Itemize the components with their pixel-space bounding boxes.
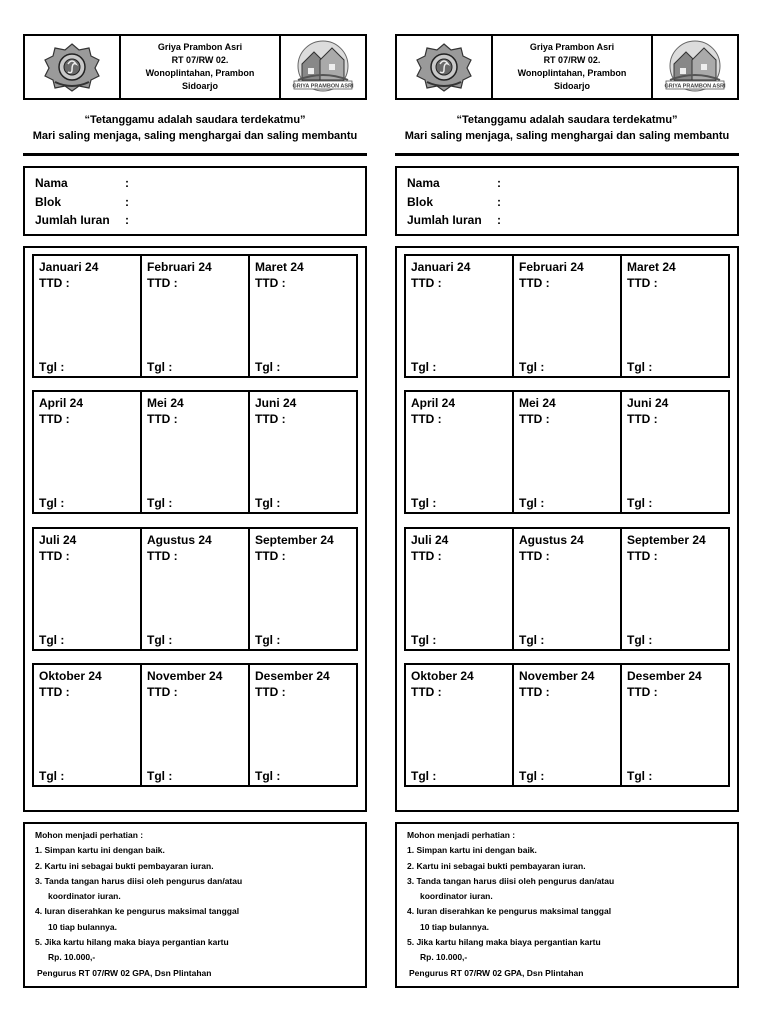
housing-logo-icon	[292, 40, 354, 94]
card-header	[23, 34, 367, 100]
month-name: Maret 24	[627, 260, 676, 274]
jumlah-colon: :	[497, 213, 501, 228]
nama-colon: :	[497, 176, 501, 191]
monthly-payment-grid	[23, 246, 367, 812]
note-item-5: 5. Jika kartu hilang maka biaya pergantian kartu	[407, 937, 601, 948]
month-name: November 24	[519, 669, 595, 683]
month-cell	[406, 256, 514, 376]
month-cell	[34, 256, 142, 376]
notes-footer: Pengurus RT 07/RW 02 GPA, Dsn Plintahan	[409, 967, 584, 978]
note-item-1: 1. Simpan kartu ini dengan baik.	[407, 845, 537, 856]
signature-label: TTD :	[147, 276, 178, 290]
org-rt-rw: RT 07/RW 02.	[171, 55, 229, 65]
notes-title: Mohon menjadi perhatian :	[407, 830, 516, 840]
month-cell	[622, 256, 728, 376]
org-rt-rw: RT 07/RW 02.	[543, 55, 601, 65]
date-label: Tgl :	[627, 769, 653, 783]
month-name: Maret 24	[255, 260, 304, 274]
signature-label: TTD :	[627, 549, 658, 563]
date-label: Tgl :	[255, 769, 281, 783]
housing-logo-text: GRIYA PRAMBON ASRI	[664, 83, 726, 90]
emblem-logo-cell	[25, 36, 121, 98]
signature-label: TTD :	[39, 412, 70, 426]
card-header	[395, 34, 739, 100]
info-row-blok	[407, 193, 727, 212]
monthly-payment-grid	[395, 246, 739, 812]
signature-label: TTD :	[519, 685, 550, 699]
divider	[23, 153, 367, 156]
month-cell	[622, 665, 728, 785]
date-label: Tgl :	[627, 496, 653, 510]
month-cell	[406, 392, 514, 512]
jumlah-colon: :	[125, 213, 129, 228]
month-name: Agustus 24	[519, 533, 584, 547]
quarter-group	[32, 390, 358, 514]
date-label: Tgl :	[519, 496, 545, 510]
dues-card-right	[395, 34, 739, 988]
jumlah-iuran-label: Jumlah Iuran	[35, 213, 110, 228]
nama-colon: :	[125, 176, 129, 191]
member-info-box	[395, 166, 739, 236]
month-cell	[250, 392, 356, 512]
month-cell	[142, 392, 250, 512]
date-label: Tgl :	[147, 360, 173, 374]
signature-label: TTD :	[39, 685, 70, 699]
note-item-2: 2. Kartu ini sebagai bukti pembayaran iuran.	[35, 860, 214, 871]
note-item-4: 4. Iuran diserahkan ke pengurus maksimal tanggal	[35, 906, 240, 917]
month-name: Oktober 24	[411, 669, 474, 683]
month-name: Juli 24	[39, 533, 77, 547]
nama-label: Nama	[407, 176, 440, 191]
note-item-1: 1. Simpan kartu ini dengan baik.	[35, 845, 165, 856]
month-name: Desember 24	[627, 669, 702, 683]
org-name: Griya Prambon Asri	[157, 42, 243, 52]
motto-line-2: Mari saling menjaga, saling menghargai dan saling membantu	[404, 130, 730, 142]
signature-label: TTD :	[39, 276, 70, 290]
note-item-4: 4. Iuran diserahkan ke pengurus maksimal tanggal	[407, 906, 612, 917]
quarter-group	[32, 663, 358, 787]
month-cell	[406, 529, 514, 649]
date-label: Tgl :	[519, 360, 545, 374]
note-item-4-cont: 10 tiap bulannya.	[48, 921, 117, 932]
month-cell	[250, 665, 356, 785]
housing-logo-cell	[279, 36, 365, 98]
housing-logo-text: GRIYA PRAMBON ASRI	[292, 83, 354, 90]
date-label: Tgl :	[519, 633, 545, 647]
motto	[23, 112, 367, 144]
date-label: Tgl :	[39, 360, 65, 374]
divider	[395, 153, 739, 156]
note-item-3-cont: koordinator iuran.	[48, 891, 121, 902]
month-name: Mei 24	[519, 396, 556, 410]
info-row-jumlah	[407, 211, 727, 230]
notes-box	[23, 822, 367, 988]
org-title	[493, 36, 651, 98]
signature-label: TTD :	[255, 412, 286, 426]
quarter-group	[404, 254, 730, 378]
month-cell	[514, 256, 622, 376]
regency-emblem-icon	[413, 42, 475, 92]
quarter-group	[32, 527, 358, 651]
signature-label: TTD :	[411, 685, 442, 699]
month-name: April 24	[39, 396, 84, 410]
month-cell	[34, 392, 142, 512]
month-name: September 24	[627, 533, 706, 547]
note-item-4-cont: 10 tiap bulannya.	[420, 921, 489, 932]
month-cell	[34, 529, 142, 649]
date-label: Tgl :	[627, 633, 653, 647]
signature-label: TTD :	[39, 549, 70, 563]
info-row-nama	[35, 174, 355, 193]
date-label: Tgl :	[255, 496, 281, 510]
notes-footer: Pengurus RT 07/RW 02 GPA, Dsn Plintahan	[37, 967, 212, 978]
note-item-3: 3. Tanda tangan harus diisi oleh pengurus dan/atau	[35, 875, 243, 886]
month-cell	[142, 665, 250, 785]
month-cell	[622, 392, 728, 512]
month-cell	[622, 529, 728, 649]
jumlah-iuran-label: Jumlah Iuran	[407, 213, 482, 228]
month-cell	[514, 529, 622, 649]
signature-label: TTD :	[255, 276, 286, 290]
signature-label: TTD :	[627, 685, 658, 699]
regency-emblem-icon	[41, 42, 103, 92]
month-cell	[34, 665, 142, 785]
signature-label: TTD :	[519, 412, 550, 426]
month-name: November 24	[147, 669, 223, 683]
month-name: April 24	[411, 396, 456, 410]
month-name: Juli 24	[411, 533, 449, 547]
note-item-5-cont: Rp. 10.000,-	[48, 952, 96, 963]
info-row-blok	[35, 193, 355, 212]
date-label: Tgl :	[627, 360, 653, 374]
signature-label: TTD :	[147, 412, 178, 426]
org-title	[121, 36, 279, 98]
month-name: Agustus 24	[147, 533, 212, 547]
date-label: Tgl :	[147, 633, 173, 647]
signature-label: TTD :	[519, 549, 550, 563]
date-label: Tgl :	[39, 769, 65, 783]
signature-label: TTD :	[147, 685, 178, 699]
month-cell	[142, 529, 250, 649]
month-name: Februari 24	[147, 260, 212, 274]
quarter-group	[404, 663, 730, 787]
note-item-3-cont: koordinator iuran.	[420, 891, 493, 902]
month-name: Januari 24	[411, 260, 471, 274]
member-info-box	[23, 166, 367, 236]
date-label: Tgl :	[519, 769, 545, 783]
note-item-2: 2. Kartu ini sebagai bukti pembayaran iuran.	[407, 860, 586, 871]
date-label: Tgl :	[39, 496, 65, 510]
notes-title: Mohon menjadi perhatian :	[35, 830, 144, 840]
org-name: Griya Prambon Asri	[529, 42, 615, 52]
notes-box	[395, 822, 739, 988]
date-label: Tgl :	[255, 633, 281, 647]
note-item-5-cont: Rp. 10.000,-	[420, 952, 468, 963]
org-area: Wonoplintahan, Prambon	[145, 68, 255, 78]
signature-label: TTD :	[627, 276, 658, 290]
motto-line-1: “Tetanggamu adalah saudara terdekatmu”	[84, 114, 306, 126]
quarter-group	[404, 390, 730, 514]
signature-label: TTD :	[255, 685, 286, 699]
month-cell	[406, 665, 514, 785]
blok-colon: :	[497, 194, 501, 209]
signature-label: TTD :	[411, 549, 442, 563]
date-label: Tgl :	[147, 496, 173, 510]
note-item-3: 3. Tanda tangan harus diisi oleh pengurus dan/atau	[407, 875, 615, 886]
signature-label: TTD :	[411, 276, 442, 290]
motto	[395, 112, 739, 144]
month-cell	[142, 256, 250, 376]
info-row-jumlah	[35, 211, 355, 230]
note-item-5: 5. Jika kartu hilang maka biaya pergantian kartu	[35, 937, 229, 948]
month-name: Oktober 24	[39, 669, 102, 683]
date-label: Tgl :	[411, 496, 437, 510]
date-label: Tgl :	[255, 360, 281, 374]
info-row-nama	[407, 174, 727, 193]
month-cell	[250, 256, 356, 376]
signature-label: TTD :	[411, 412, 442, 426]
month-cell	[250, 529, 356, 649]
signature-label: TTD :	[147, 549, 178, 563]
month-name: Februari 24	[519, 260, 584, 274]
quarter-group	[32, 254, 358, 378]
org-city: Sidoarjo	[181, 81, 218, 91]
date-label: Tgl :	[39, 633, 65, 647]
date-label: Tgl :	[411, 769, 437, 783]
date-label: Tgl :	[147, 769, 173, 783]
quarter-group	[404, 527, 730, 651]
blok-colon: :	[125, 194, 129, 209]
date-label: Tgl :	[411, 360, 437, 374]
month-cell	[514, 392, 622, 512]
org-area: Wonoplintahan, Prambon	[517, 68, 627, 78]
signature-label: TTD :	[255, 549, 286, 563]
month-name: Januari 24	[39, 260, 99, 274]
motto-line-1: “Tetanggamu adalah saudara terdekatmu”	[456, 114, 678, 126]
month-name: Juni 24	[627, 396, 669, 410]
month-name: Juni 24	[255, 396, 297, 410]
org-city: Sidoarjo	[553, 81, 590, 91]
blok-label: Blok	[35, 194, 62, 209]
month-name: September 24	[255, 533, 334, 547]
signature-label: TTD :	[519, 276, 550, 290]
date-label: Tgl :	[411, 633, 437, 647]
month-name: Desember 24	[255, 669, 330, 683]
month-name: Mei 24	[147, 396, 184, 410]
housing-logo-cell	[651, 36, 737, 98]
motto-line-2: Mari saling menjaga, saling menghargai dan saling membantu	[32, 130, 358, 142]
dues-card-left	[23, 34, 367, 988]
nama-label: Nama	[35, 176, 68, 191]
signature-label: TTD :	[627, 412, 658, 426]
emblem-logo-cell	[397, 36, 493, 98]
month-cell	[514, 665, 622, 785]
housing-logo-icon	[664, 40, 726, 94]
blok-label: Blok	[407, 194, 434, 209]
